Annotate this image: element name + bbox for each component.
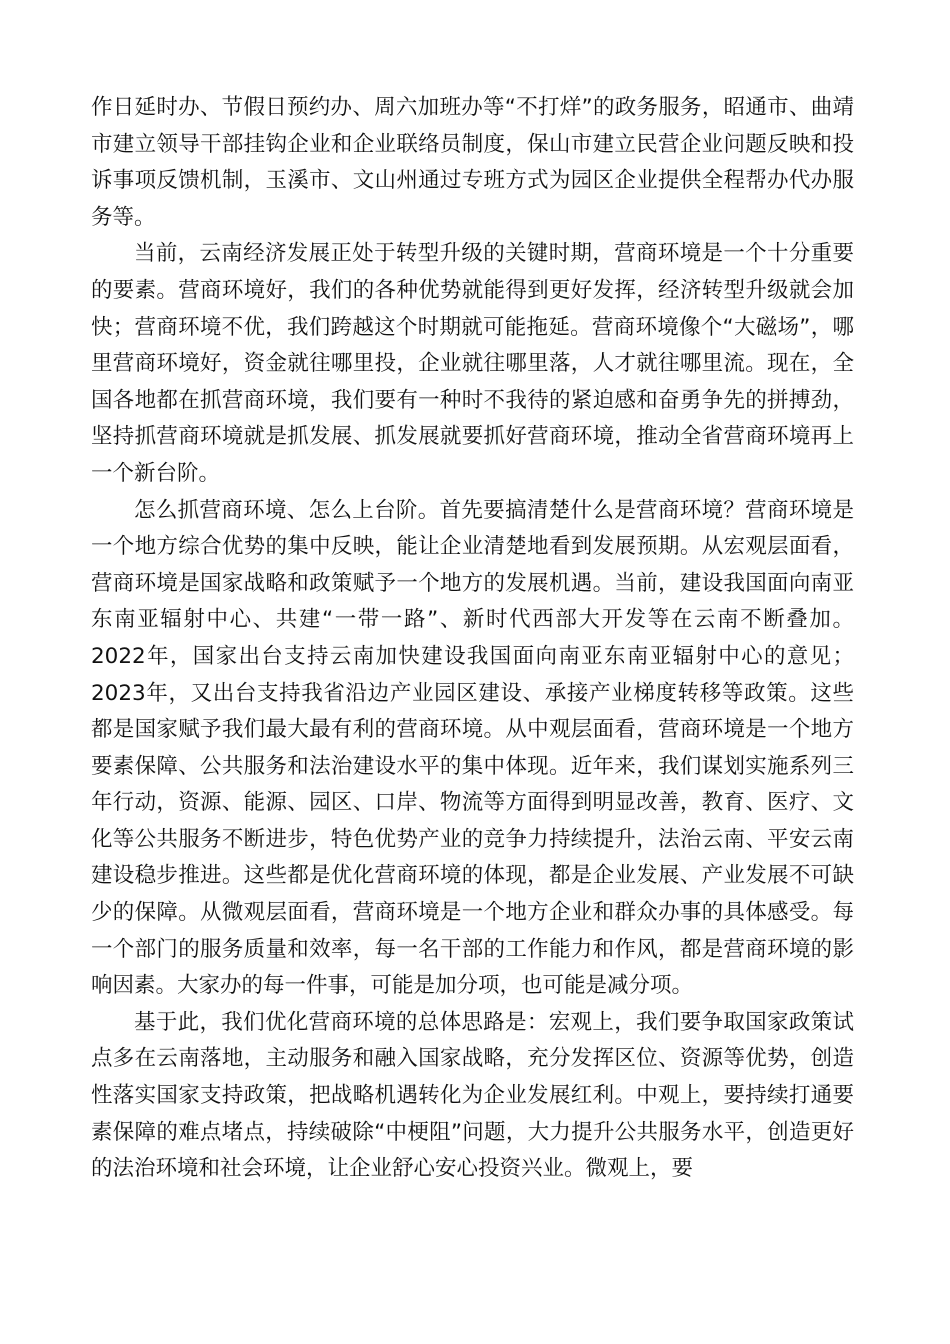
- paragraph-2: 当前，云南经济发展正处于转型升级的关键时期，营商环境是一个十分重要的要素。营商环境好，我们的各种优势就能得到更好发挥，经济转型升级就会加快；营商环境不优，我们跨越这个时期就可能拖延。营商环境像个“大磁场”，哪里营商环境好，资金就往哪里投，企业就往哪里落，人才就往哪里流。现在，全国各地都在抓营商环境，我们要有一种时不我待的紧迫感和奋勇争先的拼搏劲，坚持抓营商环境就是抓发展、抓发展就要抓好营商环境，推动全省营商环境再上一个新台阶。: [91, 241, 854, 486]
- paragraph-3: 怎么抓营商环境、怎么上台阶。首先要搞清楚什么是营商环境？营商环境是一个地方综合优势的集中反映，能让企业清楚地看到发展预期。从宏观层面看，营商环境是国家战略和政策赋予一个地方的发展机遇。当前，建设我国面向南亚东南亚辐射中心、共建“一带一路”、新时代西部大开发等在云南不断叠加。2022年，国家出台支持云南加快建设我国面向南亚东南亚辐射中心的意见；2023年，又出台支持我省沿边产业园区建设、承接产业梯度转移等政策。这些都是国家赋予我们最大最有利的营商环境。从中观层面看，营商环境是一个地方要素保障、公共服务和法治建设水平的集中体现。近年来，我们谋划实施系列三年行动，资源、能源、园区、口岸、物流等方面得到明显改善，教育、医疗、文化等公共服务不断进步，特色优势产业的竞争力持续提升，法治云南、平安云南建设稳步推进。这些都是优化营商环境的体现，都是企业发展、产业发展不可缺少的保障。从微观层面看，营商环境是一个地方企业和群众办事的具体感受。每一个部门的服务质量和效率，每一名干部的工作能力和作风，都是营商环境的影响因素。大家办的每一件事，可能是加分项，也可能是减分项。: [91, 497, 854, 999]
- paragraph-4: 基于此，我们优化营商环境的总体思路是：宏观上，我们要争取国家政策试点多在云南落地，主动服务和融入国家战略，充分发挥区位、资源等优势，创造性落实国家支持政策，把战略机遇转化为企业发展红利。中观上，要持续打通要素保障的难点堵点，持续破除“中梗阻”问题，大力提升公共服务水平，创造更好的法治环境和社会环境，让企业舒心安心投资兴业。微观上，要: [91, 1009, 854, 1182]
- paragraph-1: 作日延时办、节假日预约办、周六加班办等“不打烊”的政务服务，昭通市、曲靖市建立领导干部挂钩企业和企业联络员制度，保山市建立民营企业问题反映和投诉事项反馈机制，玉溪市、文山州通过专班方式为园区企业提供全程帮办代办服务等。: [91, 95, 854, 230]
- body-text: [91, 90, 854, 1188]
